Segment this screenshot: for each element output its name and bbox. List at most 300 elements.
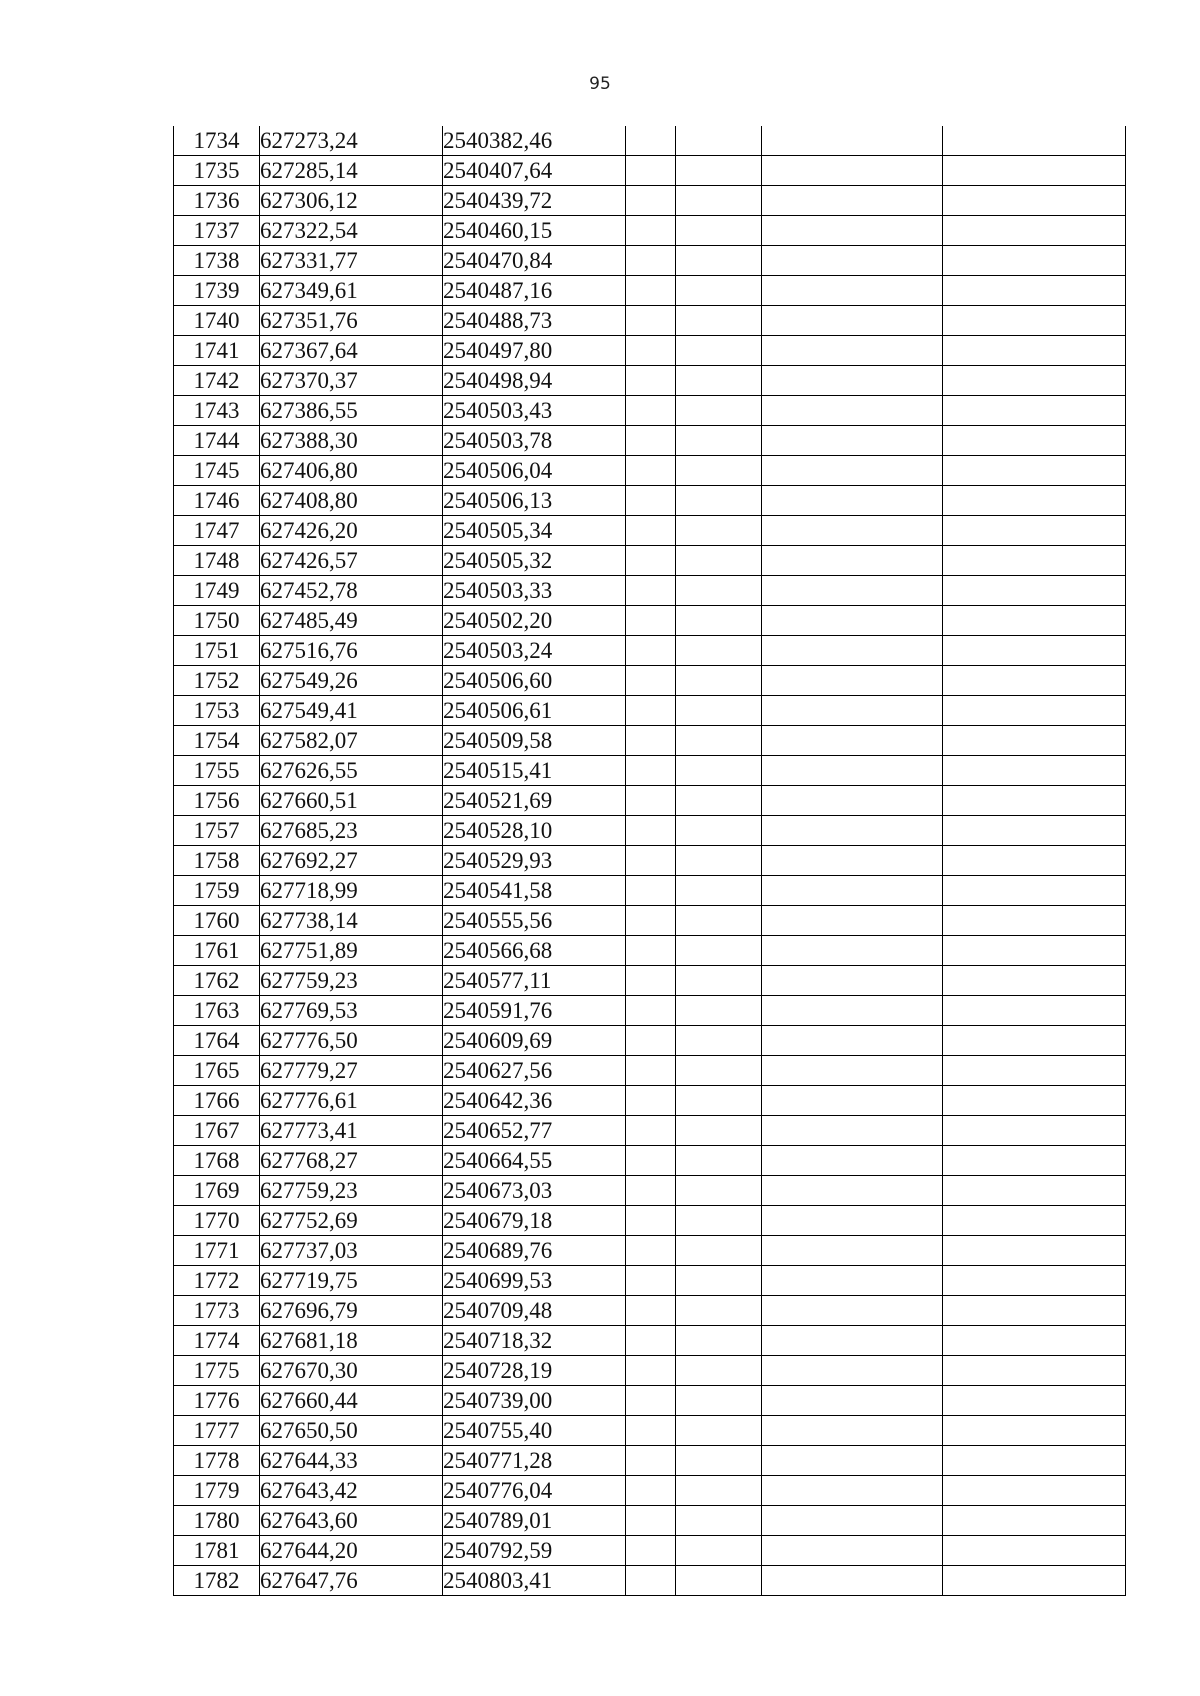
empty-cell [676, 246, 762, 276]
x-coordinate-cell: 627370,37 [260, 366, 443, 396]
empty-cell [943, 846, 1126, 876]
empty-cell [626, 726, 676, 756]
empty-cell [943, 546, 1126, 576]
x-coordinate-cell: 627406,80 [260, 456, 443, 486]
empty-cell [943, 966, 1126, 996]
empty-cell [626, 906, 676, 936]
x-coordinate-cell: 627768,27 [260, 1146, 443, 1176]
y-coordinate-cell: 2540591,76 [443, 996, 626, 1026]
empty-cell [943, 1356, 1126, 1386]
table-row [174, 1026, 1126, 1056]
point-number-cell: 1757 [174, 816, 260, 846]
point-number-cell: 1772 [174, 1266, 260, 1296]
empty-cell [762, 1236, 943, 1266]
empty-cell [676, 1056, 762, 1086]
empty-cell [762, 396, 943, 426]
x-coordinate-cell: 627650,50 [260, 1416, 443, 1446]
point-number-cell: 1746 [174, 486, 260, 516]
empty-cell [943, 726, 1126, 756]
empty-cell [943, 366, 1126, 396]
empty-cell [762, 1536, 943, 1566]
x-coordinate-cell: 627516,76 [260, 636, 443, 666]
empty-cell [762, 156, 943, 186]
empty-cell [762, 1446, 943, 1476]
table-row [174, 666, 1126, 696]
x-coordinate-cell: 627643,60 [260, 1506, 443, 1536]
empty-cell [943, 816, 1126, 846]
empty-cell [626, 1206, 676, 1236]
empty-cell [626, 666, 676, 696]
empty-cell [943, 876, 1126, 906]
empty-cell [626, 216, 676, 246]
empty-cell [762, 666, 943, 696]
point-number-cell: 1771 [174, 1236, 260, 1266]
empty-cell [676, 1206, 762, 1236]
empty-cell [676, 516, 762, 546]
empty-cell [676, 576, 762, 606]
y-coordinate-cell: 2540498,94 [443, 366, 626, 396]
x-coordinate-cell: 627388,30 [260, 426, 443, 456]
empty-cell [943, 276, 1126, 306]
point-number-cell: 1777 [174, 1416, 260, 1446]
y-coordinate-cell: 2540497,80 [443, 336, 626, 366]
table-row [174, 186, 1126, 216]
empty-cell [676, 606, 762, 636]
table-row [174, 336, 1126, 366]
y-coordinate-cell: 2540792,59 [443, 1536, 626, 1566]
x-coordinate-cell: 627644,20 [260, 1536, 443, 1566]
table-row [174, 216, 1126, 246]
table-row [174, 1566, 1126, 1596]
y-coordinate-cell: 2540382,46 [443, 126, 626, 156]
empty-cell [626, 636, 676, 666]
y-coordinate-cell: 2540664,55 [443, 1146, 626, 1176]
table-row [174, 486, 1126, 516]
empty-cell [943, 486, 1126, 516]
empty-cell [762, 966, 943, 996]
x-coordinate-cell: 627718,99 [260, 876, 443, 906]
y-coordinate-cell: 2540652,77 [443, 1116, 626, 1146]
point-number-cell: 1742 [174, 366, 260, 396]
empty-cell [943, 1026, 1126, 1056]
empty-cell [626, 996, 676, 1026]
empty-cell [676, 996, 762, 1026]
empty-cell [676, 216, 762, 246]
empty-cell [762, 1086, 943, 1116]
point-number-cell: 1750 [174, 606, 260, 636]
empty-cell [762, 846, 943, 876]
table-row [174, 1446, 1126, 1476]
empty-cell [676, 1356, 762, 1386]
empty-cell [943, 1326, 1126, 1356]
x-coordinate-cell: 627331,77 [260, 246, 443, 276]
point-number-cell: 1744 [174, 426, 260, 456]
point-number-cell: 1735 [174, 156, 260, 186]
empty-cell [762, 486, 943, 516]
y-coordinate-cell: 2540503,43 [443, 396, 626, 426]
empty-cell [626, 126, 676, 156]
point-number-cell: 1775 [174, 1356, 260, 1386]
empty-cell [626, 1476, 676, 1506]
empty-cell [762, 756, 943, 786]
x-coordinate-cell: 627773,41 [260, 1116, 443, 1146]
point-number-cell: 1736 [174, 186, 260, 216]
x-coordinate-cell: 627759,23 [260, 966, 443, 996]
x-coordinate-cell: 627644,33 [260, 1446, 443, 1476]
empty-cell [943, 996, 1126, 1026]
table-row [174, 1146, 1126, 1176]
point-number-cell: 1780 [174, 1506, 260, 1536]
empty-cell [943, 906, 1126, 936]
empty-cell [626, 516, 676, 546]
point-number-cell: 1770 [174, 1206, 260, 1236]
x-coordinate-cell: 627776,50 [260, 1026, 443, 1056]
empty-cell [943, 606, 1126, 636]
y-coordinate-cell: 2540407,64 [443, 156, 626, 186]
empty-cell [676, 1146, 762, 1176]
empty-cell [676, 426, 762, 456]
point-number-cell: 1766 [174, 1086, 260, 1116]
empty-cell [676, 1446, 762, 1476]
empty-cell [626, 1146, 676, 1176]
empty-cell [762, 696, 943, 726]
empty-cell [762, 876, 943, 906]
table-row [174, 1086, 1126, 1116]
y-coordinate-cell: 2540609,69 [443, 1026, 626, 1056]
x-coordinate-cell: 627426,20 [260, 516, 443, 546]
table-row [174, 366, 1126, 396]
empty-cell [943, 1086, 1126, 1116]
empty-cell [943, 1296, 1126, 1326]
empty-cell [626, 246, 676, 276]
x-coordinate-cell: 627769,53 [260, 996, 443, 1026]
empty-cell [626, 366, 676, 396]
empty-cell [762, 126, 943, 156]
point-number-cell: 1737 [174, 216, 260, 246]
y-coordinate-cell: 2540789,01 [443, 1506, 626, 1536]
x-coordinate-cell: 627660,51 [260, 786, 443, 816]
y-coordinate-cell: 2540487,16 [443, 276, 626, 306]
table-row [174, 726, 1126, 756]
empty-cell [762, 1266, 943, 1296]
empty-cell [676, 1176, 762, 1206]
empty-cell [762, 516, 943, 546]
table-row [174, 1116, 1126, 1146]
y-coordinate-cell: 2540439,72 [443, 186, 626, 216]
empty-cell [676, 846, 762, 876]
empty-cell [626, 156, 676, 186]
table-row [174, 1266, 1126, 1296]
empty-cell [676, 366, 762, 396]
empty-cell [626, 456, 676, 486]
x-coordinate-cell: 627737,03 [260, 1236, 443, 1266]
y-coordinate-cell: 2540505,32 [443, 546, 626, 576]
empty-cell [762, 1566, 943, 1596]
empty-cell [676, 1416, 762, 1446]
point-number-cell: 1754 [174, 726, 260, 756]
x-coordinate-cell: 627779,27 [260, 1056, 443, 1086]
table-row [174, 156, 1126, 186]
empty-cell [676, 1326, 762, 1356]
empty-cell [762, 546, 943, 576]
empty-cell [676, 1476, 762, 1506]
table-row [174, 1506, 1126, 1536]
y-coordinate-cell: 2540503,24 [443, 636, 626, 666]
empty-cell [626, 1536, 676, 1566]
point-number-cell: 1763 [174, 996, 260, 1026]
empty-cell [676, 486, 762, 516]
empty-cell [943, 1206, 1126, 1236]
y-coordinate-cell: 2540679,18 [443, 1206, 626, 1236]
empty-cell [943, 1506, 1126, 1536]
table-row [174, 1236, 1126, 1266]
empty-cell [943, 426, 1126, 456]
x-coordinate-cell: 627643,42 [260, 1476, 443, 1506]
empty-cell [943, 1446, 1126, 1476]
empty-cell [626, 1416, 676, 1446]
x-coordinate-cell: 627285,14 [260, 156, 443, 186]
empty-cell [626, 786, 676, 816]
x-coordinate-cell: 627738,14 [260, 906, 443, 936]
empty-cell [676, 936, 762, 966]
y-coordinate-cell: 2540515,41 [443, 756, 626, 786]
empty-cell [762, 636, 943, 666]
point-number-cell: 1748 [174, 546, 260, 576]
empty-cell [762, 246, 943, 276]
empty-cell [676, 906, 762, 936]
empty-cell [676, 666, 762, 696]
x-coordinate-cell: 627759,23 [260, 1176, 443, 1206]
empty-cell [676, 876, 762, 906]
y-coordinate-cell: 2540627,56 [443, 1056, 626, 1086]
x-coordinate-cell: 627452,78 [260, 576, 443, 606]
empty-cell [762, 216, 943, 246]
y-coordinate-cell: 2540776,04 [443, 1476, 626, 1506]
x-coordinate-cell: 627670,30 [260, 1356, 443, 1386]
y-coordinate-cell: 2540642,36 [443, 1086, 626, 1116]
empty-cell [762, 936, 943, 966]
empty-cell [676, 786, 762, 816]
empty-cell [943, 216, 1126, 246]
point-number-cell: 1749 [174, 576, 260, 606]
empty-cell [676, 546, 762, 576]
table-row [174, 456, 1126, 486]
point-number-cell: 1739 [174, 276, 260, 306]
point-number-cell: 1755 [174, 756, 260, 786]
table-row [174, 516, 1126, 546]
y-coordinate-cell: 2540505,34 [443, 516, 626, 546]
point-number-cell: 1759 [174, 876, 260, 906]
point-number-cell: 1776 [174, 1386, 260, 1416]
empty-cell [943, 666, 1126, 696]
empty-cell [676, 396, 762, 426]
y-coordinate-cell: 2540718,32 [443, 1326, 626, 1356]
empty-cell [676, 186, 762, 216]
point-number-cell: 1753 [174, 696, 260, 726]
coordinates-table-body [174, 126, 1126, 1596]
y-coordinate-cell: 2540528,10 [443, 816, 626, 846]
empty-cell [762, 336, 943, 366]
empty-cell [762, 1506, 943, 1536]
y-coordinate-cell: 2540506,61 [443, 696, 626, 726]
empty-cell [676, 1116, 762, 1146]
point-number-cell: 1751 [174, 636, 260, 666]
empty-cell [676, 696, 762, 726]
y-coordinate-cell: 2540699,53 [443, 1266, 626, 1296]
x-coordinate-cell: 627660,44 [260, 1386, 443, 1416]
point-number-cell: 1773 [174, 1296, 260, 1326]
empty-cell [626, 1266, 676, 1296]
empty-cell [762, 1116, 943, 1146]
table-row [174, 966, 1126, 996]
table-row [174, 816, 1126, 846]
empty-cell [762, 366, 943, 396]
table-row [174, 396, 1126, 426]
point-number-cell: 1758 [174, 846, 260, 876]
table-row [174, 1416, 1126, 1446]
empty-cell [762, 1386, 943, 1416]
empty-cell [676, 1266, 762, 1296]
table-row [174, 606, 1126, 636]
empty-cell [762, 426, 943, 456]
point-number-cell: 1762 [174, 966, 260, 996]
empty-cell [762, 1176, 943, 1206]
empty-cell [762, 1056, 943, 1086]
y-coordinate-cell: 2540506,13 [443, 486, 626, 516]
empty-cell [943, 1566, 1126, 1596]
table-row [174, 786, 1126, 816]
table-row [174, 1476, 1126, 1506]
empty-cell [943, 516, 1126, 546]
empty-cell [943, 396, 1126, 426]
point-number-cell: 1752 [174, 666, 260, 696]
table-row [174, 906, 1126, 936]
empty-cell [943, 1476, 1126, 1506]
table-row [174, 876, 1126, 906]
empty-cell [676, 126, 762, 156]
empty-cell [676, 756, 762, 786]
empty-cell [943, 126, 1126, 156]
empty-cell [943, 636, 1126, 666]
empty-cell [943, 246, 1126, 276]
x-coordinate-cell: 627647,76 [260, 1566, 443, 1596]
empty-cell [626, 396, 676, 426]
empty-cell [626, 1356, 676, 1386]
y-coordinate-cell: 2540529,93 [443, 846, 626, 876]
empty-cell [676, 636, 762, 666]
y-coordinate-cell: 2540555,56 [443, 906, 626, 936]
table-row [174, 546, 1126, 576]
empty-cell [676, 306, 762, 336]
table-row [174, 1206, 1126, 1236]
coordinates-table [173, 126, 1126, 1596]
table-row [174, 276, 1126, 306]
point-number-cell: 1740 [174, 306, 260, 336]
empty-cell [762, 1206, 943, 1236]
table-row [174, 846, 1126, 876]
empty-cell [676, 456, 762, 486]
y-coordinate-cell: 2540728,19 [443, 1356, 626, 1386]
empty-cell [626, 816, 676, 846]
empty-cell [762, 276, 943, 306]
empty-cell [626, 276, 676, 306]
empty-cell [626, 606, 676, 636]
empty-cell [626, 1296, 676, 1326]
x-coordinate-cell: 627549,26 [260, 666, 443, 696]
table-row [174, 426, 1126, 456]
empty-cell [676, 1296, 762, 1326]
empty-cell [943, 696, 1126, 726]
empty-cell [943, 1266, 1126, 1296]
empty-cell [626, 426, 676, 456]
empty-cell [762, 306, 943, 336]
empty-cell [626, 1176, 676, 1206]
x-coordinate-cell: 627351,76 [260, 306, 443, 336]
empty-cell [676, 156, 762, 186]
y-coordinate-cell: 2540503,78 [443, 426, 626, 456]
table-row [174, 246, 1126, 276]
empty-cell [762, 1326, 943, 1356]
x-coordinate-cell: 627426,57 [260, 546, 443, 576]
x-coordinate-cell: 627386,55 [260, 396, 443, 426]
empty-cell [626, 1116, 676, 1146]
point-number-cell: 1779 [174, 1476, 260, 1506]
empty-cell [762, 606, 943, 636]
empty-cell [626, 936, 676, 966]
x-coordinate-cell: 627322,54 [260, 216, 443, 246]
x-coordinate-cell: 627273,24 [260, 126, 443, 156]
empty-cell [943, 1116, 1126, 1146]
empty-cell [676, 1026, 762, 1056]
empty-cell [762, 1356, 943, 1386]
x-coordinate-cell: 627408,80 [260, 486, 443, 516]
empty-cell [626, 186, 676, 216]
point-number-cell: 1769 [174, 1176, 260, 1206]
x-coordinate-cell: 627306,12 [260, 186, 443, 216]
empty-cell [762, 576, 943, 606]
table-row [174, 936, 1126, 966]
point-number-cell: 1756 [174, 786, 260, 816]
empty-cell [626, 966, 676, 996]
empty-cell [943, 306, 1126, 336]
empty-cell [676, 276, 762, 306]
point-number-cell: 1764 [174, 1026, 260, 1056]
empty-cell [762, 186, 943, 216]
x-coordinate-cell: 627367,64 [260, 336, 443, 366]
empty-cell [626, 846, 676, 876]
y-coordinate-cell: 2540502,20 [443, 606, 626, 636]
x-coordinate-cell: 627719,75 [260, 1266, 443, 1296]
table-row [174, 696, 1126, 726]
y-coordinate-cell: 2540509,58 [443, 726, 626, 756]
y-coordinate-cell: 2540460,15 [443, 216, 626, 246]
y-coordinate-cell: 2540673,03 [443, 1176, 626, 1206]
x-coordinate-cell: 627696,79 [260, 1296, 443, 1326]
x-coordinate-cell: 627692,27 [260, 846, 443, 876]
y-coordinate-cell: 2540541,58 [443, 876, 626, 906]
y-coordinate-cell: 2540506,04 [443, 456, 626, 486]
empty-cell [943, 336, 1126, 366]
y-coordinate-cell: 2540771,28 [443, 1446, 626, 1476]
empty-cell [762, 816, 943, 846]
empty-cell [626, 576, 676, 606]
empty-cell [762, 456, 943, 486]
empty-cell [762, 1476, 943, 1506]
empty-cell [676, 336, 762, 366]
empty-cell [943, 1056, 1126, 1086]
table-row [174, 1176, 1126, 1206]
y-coordinate-cell: 2540521,69 [443, 786, 626, 816]
